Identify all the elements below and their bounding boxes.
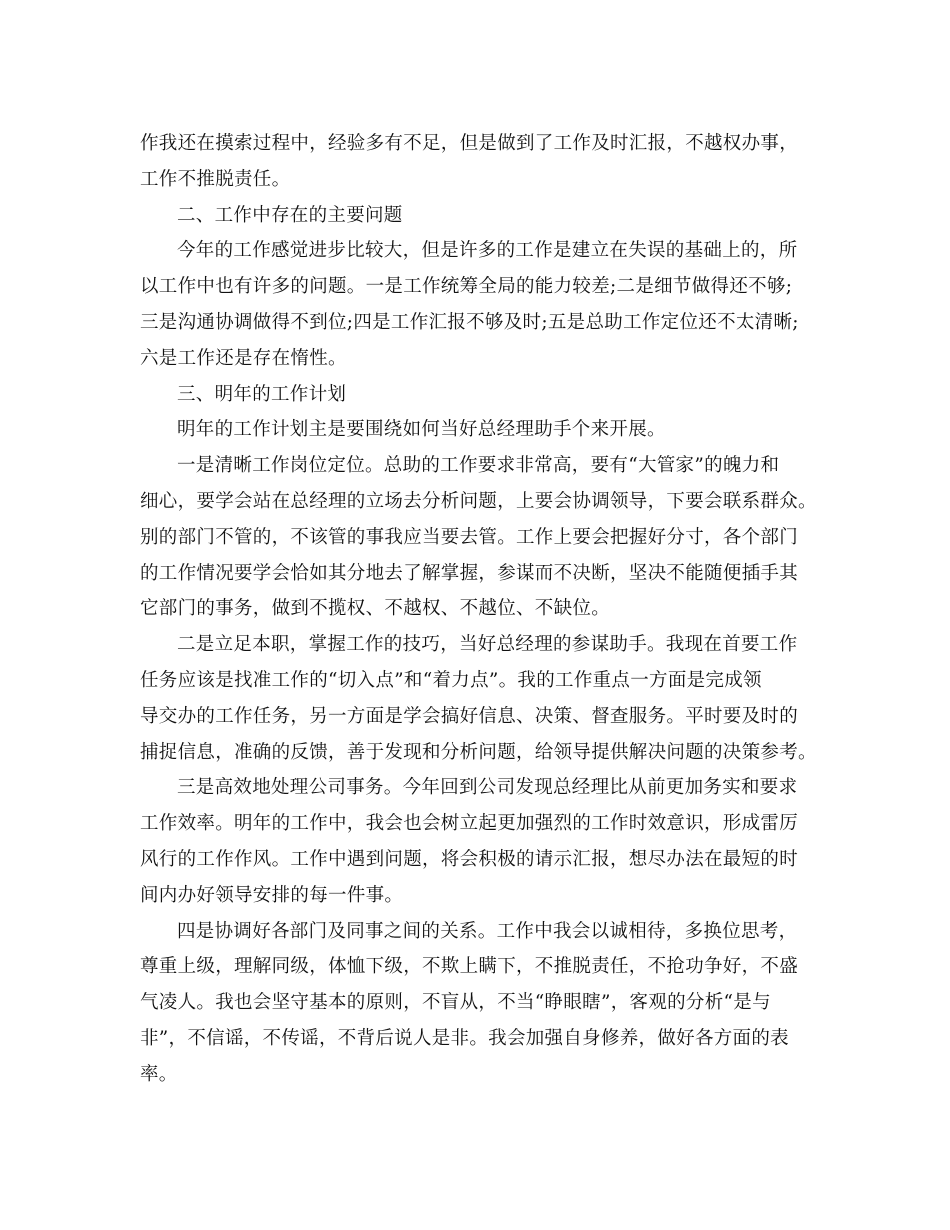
text-line: 三是沟通协调做得不到位;四是工作汇报不够及时;五是总助工作定位还不太清晰; bbox=[140, 311, 799, 333]
text-line: 别的部门不管的，不该管的事我应当要去管。工作上要会把握好分寸，各个部门 bbox=[140, 526, 799, 548]
text-line: 今年的工作感觉进步比较大，但是许多的工作是建立在失误的基础上的，所 bbox=[177, 240, 798, 262]
section-heading: 二、工作中存在的主要问题 bbox=[177, 204, 403, 226]
text-line: 细心，要学会站在总经理的立场去分析问题，上要会协调领导，下要会联系群众。 bbox=[140, 490, 817, 512]
text-line: 六是工作还是存在惰性。 bbox=[140, 347, 347, 369]
section-heading: 三、明年的工作计划 bbox=[177, 383, 347, 405]
text-line: 明年的工作计划主是要围绕如何当好总经理助手个来开展。 bbox=[177, 419, 666, 441]
text-line: 任务应该是找准工作的“切入点”和“着力点”。我的工作重点一方面是完成领 bbox=[140, 669, 762, 691]
text-line: 一是清晰工作岗位定位。总助的工作要求非常高，要有“大管家”的魄力和 bbox=[177, 455, 780, 477]
text-line: 作我还在摸索过程中，经验多有不足，但是做到了工作及时汇报，不越权办事， bbox=[140, 133, 799, 154]
text-line: 的工作情况要学会恰如其分地去了解掌握，参谋而不决断，坚决不能随便插手其 bbox=[140, 562, 799, 584]
text-line: 风行的工作作风。工作中遇到问题，将会积极的请示汇报，想尽办法在最短的时 bbox=[140, 848, 799, 870]
text-line: 率。 bbox=[140, 1063, 178, 1085]
text-line: 它部门的事务，做到不揽权、不越权、不越位、不缺位。 bbox=[140, 598, 611, 620]
text-line: 捕捉信息，准确的反馈，善于发现和分析问题，给领导提供解决问题的决策参考。 bbox=[140, 741, 817, 763]
text-line: 间内办好领导安排的每一件事。 bbox=[140, 884, 404, 906]
text-line: 导交办的工作任务，另一方面是学会搞好信息、决策、督查服务。平时要及时的 bbox=[140, 705, 799, 727]
text-line: 四是协调好各部门及同事之间的关系。工作中我会以诚相待，多换位思考， bbox=[177, 920, 798, 942]
text-line: 二是立足本职，掌握工作的技巧，当好总经理的参谋助手。我现在首要工作 bbox=[177, 634, 798, 656]
text-line: 尊重上级，理解同级，体恤下级，不欺上瞒下，不推脱责任，不抢功争好，不盛 bbox=[140, 956, 799, 978]
text-line: 三是高效地处理公司事务。今年回到公司发现总经理比从前更加务实和要求 bbox=[177, 777, 798, 799]
text-line: 气凌人。我也会坚守基本的原则，不盲从，不当“睁眼瞎”，客观的分析“是与 bbox=[140, 992, 771, 1014]
text-line: 工作效率。明年的工作中，我会也会树立起更加强烈的工作时效意识，形成雷厉 bbox=[140, 813, 799, 835]
text-line: 以工作中也有许多的问题。一是工作统筹全局的能力较差;二是细节做得还不够; bbox=[140, 276, 793, 298]
text-line: 工作不推脱责任。 bbox=[140, 168, 291, 190]
document-body bbox=[140, 126, 817, 1093]
text-line: 非”，不信谣，不传谣，不背后说人是非。我会加强自身修养，做好各方面的表 bbox=[140, 1027, 789, 1049]
